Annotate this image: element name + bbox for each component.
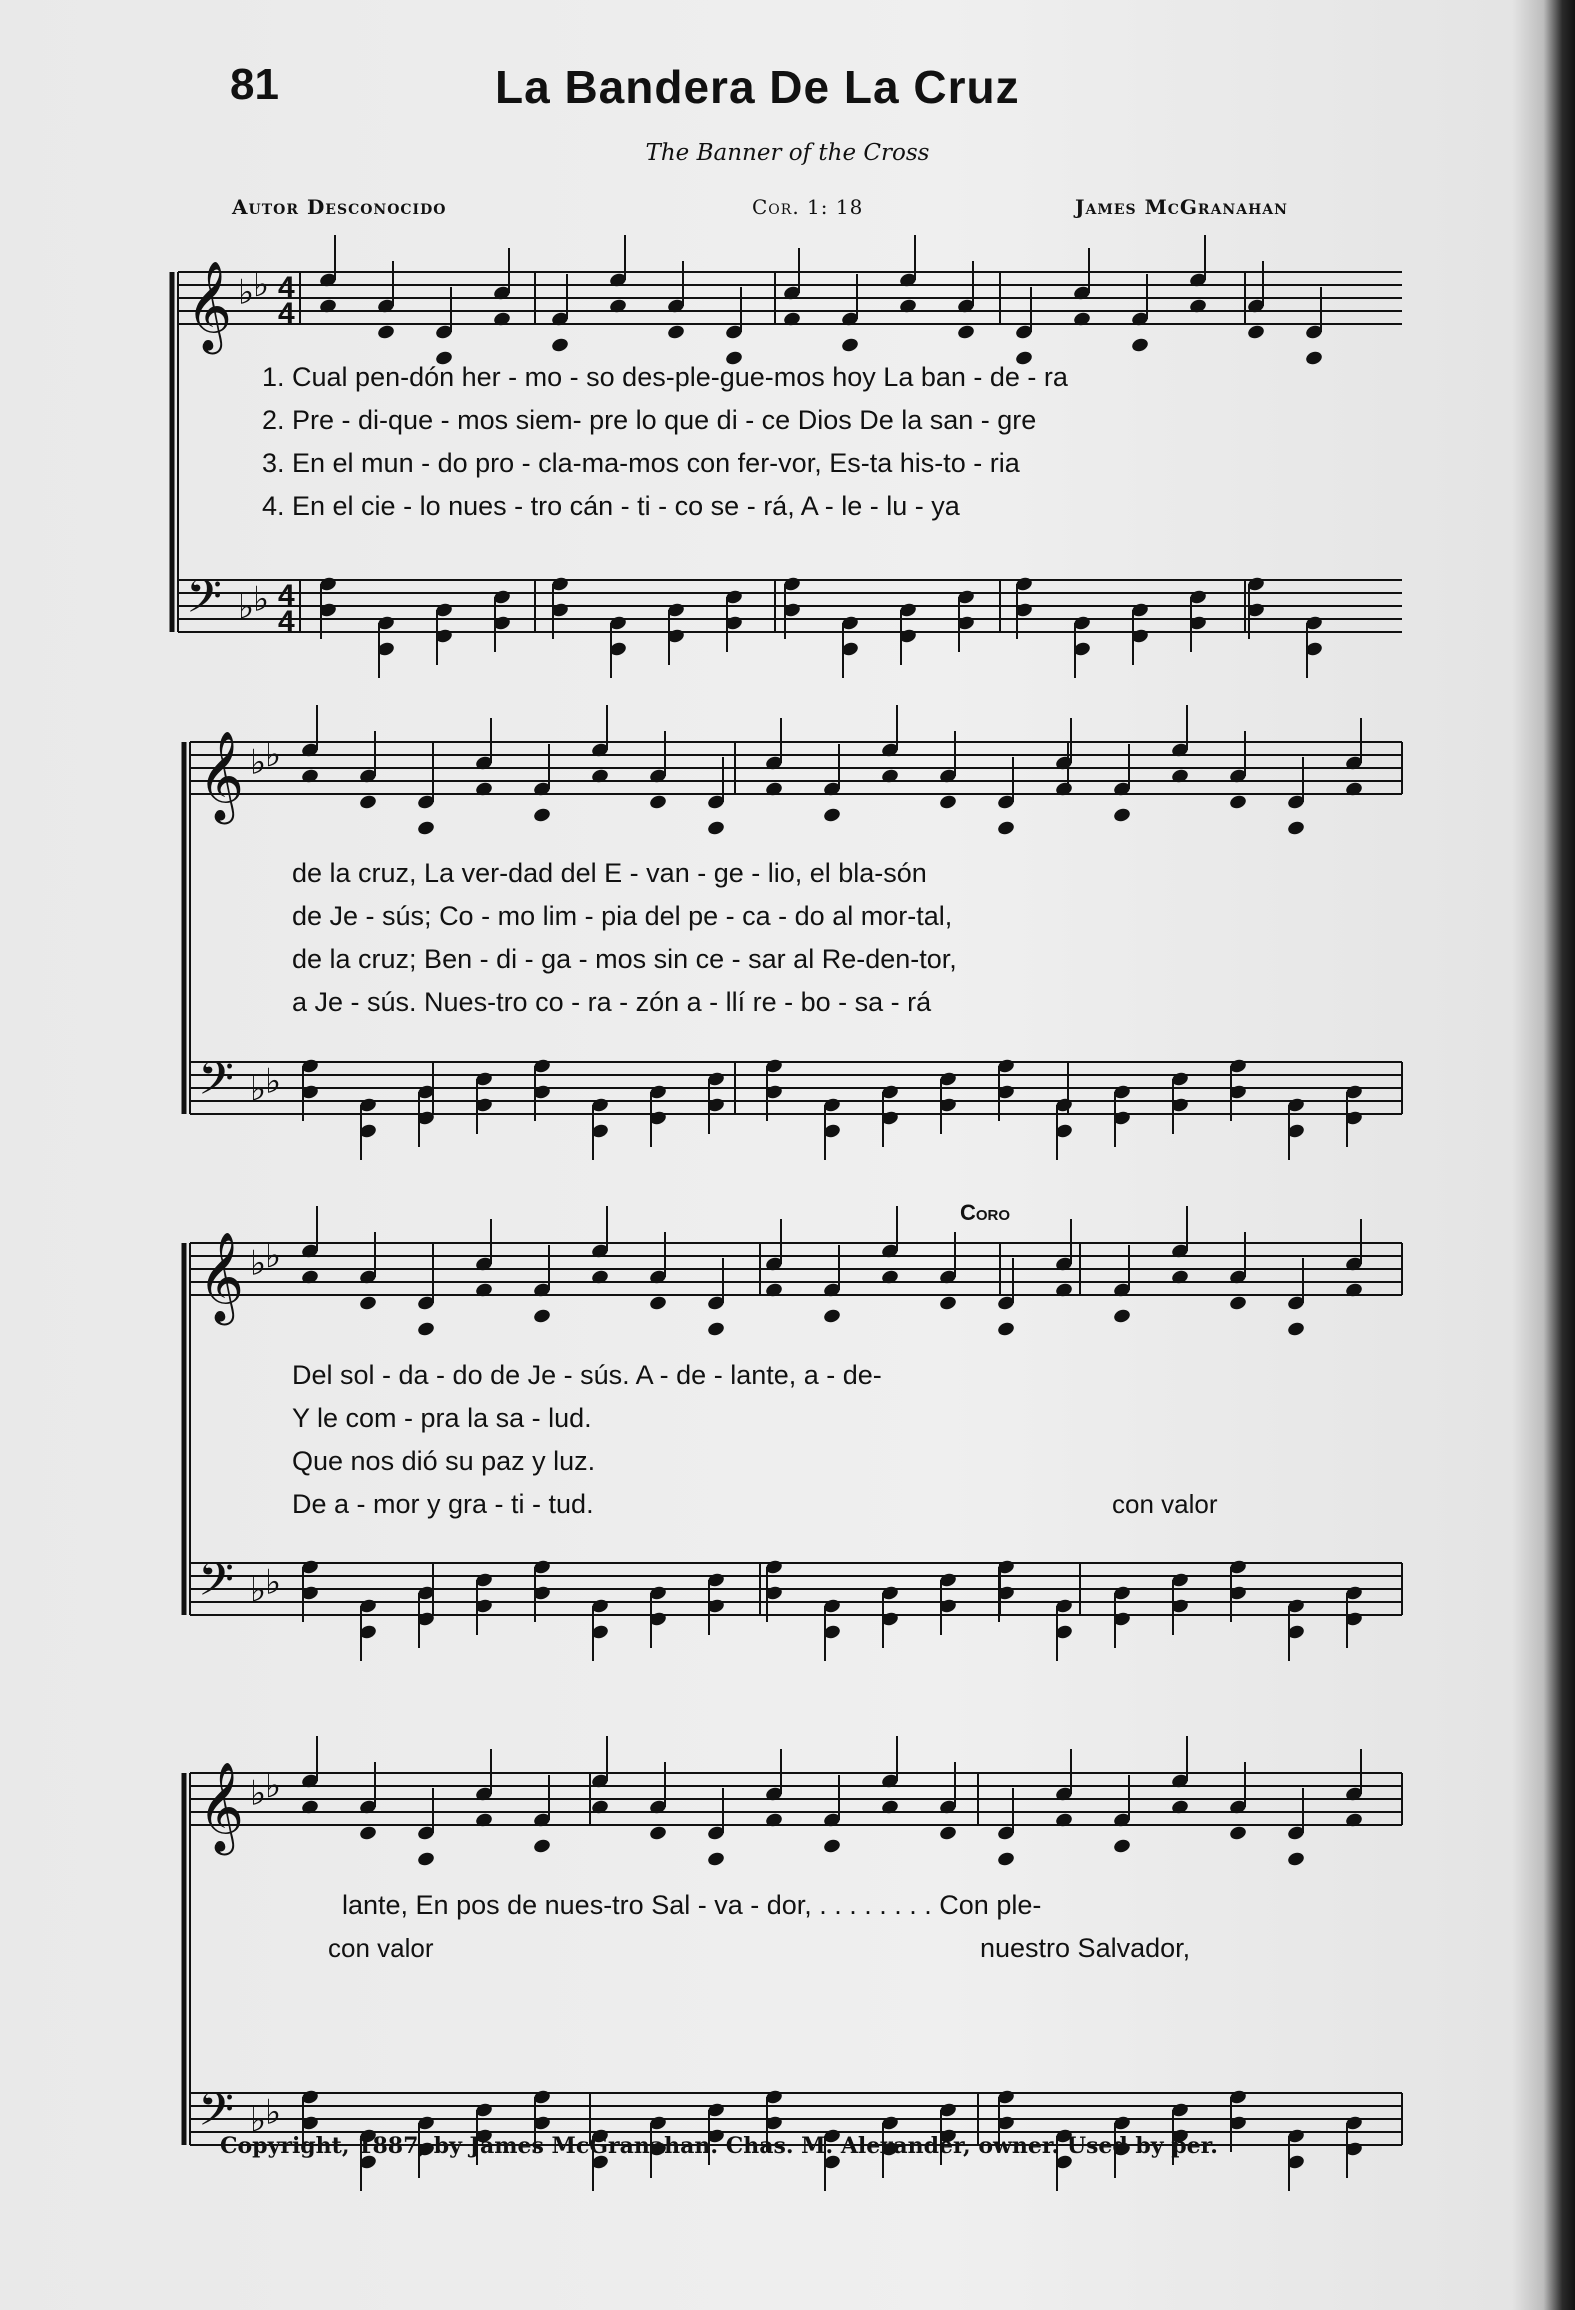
hymn-subtitle: The Banner of the Cross bbox=[645, 140, 930, 166]
notehead bbox=[706, 820, 725, 837]
chorus-echo-line: nuestro Salvador, bbox=[980, 1933, 1191, 1963]
notehead bbox=[822, 1308, 841, 1325]
chorus-line: lante, En pos de nues-tro Sal - va - dor, . . . . . . . . Con ple- bbox=[342, 1890, 1042, 1920]
verse-4-line: De a - mor y gra - ti - tud. bbox=[292, 1489, 594, 1519]
scripture-reference: Cor. 1: 18 bbox=[752, 195, 864, 219]
notehead bbox=[1130, 337, 1149, 354]
flat-icon: ♭ bbox=[265, 1766, 282, 1806]
hymn-number: 81 bbox=[230, 60, 279, 109]
notehead bbox=[822, 807, 841, 824]
notehead bbox=[648, 1295, 667, 1312]
notehead bbox=[840, 337, 859, 354]
flat-icon: ♭ bbox=[265, 735, 282, 775]
notehead bbox=[706, 1851, 725, 1868]
notehead bbox=[532, 1838, 551, 1855]
notehead bbox=[532, 1308, 551, 1325]
flat-icon: ♭ bbox=[250, 742, 267, 783]
time-signature: 4 bbox=[278, 579, 295, 612]
notehead bbox=[416, 820, 435, 837]
chorus-label: Coro bbox=[960, 1200, 1011, 1225]
notehead bbox=[996, 1851, 1015, 1868]
notehead bbox=[1112, 807, 1131, 824]
bass-clef-icon: 𝄢 bbox=[186, 570, 223, 635]
time-signature: 4 bbox=[278, 297, 295, 330]
verse-3-line: Que nos dió su paz y luz. bbox=[292, 1446, 596, 1476]
notehead bbox=[358, 794, 377, 811]
notehead bbox=[376, 324, 395, 341]
notehead bbox=[358, 1825, 377, 1842]
verse-3-line: de la cruz; Ben - di - ga - mos sin ce - sar al Re-den-tor, bbox=[292, 944, 957, 974]
expression-marking: con valor bbox=[328, 1933, 434, 1963]
notehead bbox=[938, 794, 957, 811]
notehead bbox=[1304, 350, 1323, 367]
hymn-title: La Bandera De La Cruz bbox=[495, 61, 1020, 113]
notehead bbox=[550, 337, 569, 354]
notehead bbox=[1286, 820, 1305, 837]
expression-marking: con valor bbox=[1112, 1489, 1218, 1519]
flat-icon: ♭ bbox=[265, 1061, 282, 1102]
notehead bbox=[996, 1321, 1015, 1338]
bass-clef-icon: 𝄢 bbox=[198, 1052, 235, 1117]
notehead bbox=[1112, 1308, 1131, 1325]
notehead bbox=[1228, 1825, 1247, 1842]
notehead bbox=[1286, 1851, 1305, 1868]
notehead bbox=[996, 820, 1015, 837]
flat-icon: ♭ bbox=[265, 1236, 282, 1276]
flat-icon: ♭ bbox=[238, 272, 255, 313]
notehead bbox=[1286, 1321, 1305, 1338]
notehead bbox=[416, 1321, 435, 1338]
flat-icon: ♭ bbox=[238, 587, 255, 627]
verse-4-line: a Je - sús. Nues-tro co - ra - zón a - llí re - bo - sa - rá bbox=[292, 987, 932, 1017]
bass-clef-icon: 𝄢 bbox=[198, 2083, 235, 2148]
verse-2-line: Y le com - pra la sa - lud. bbox=[292, 1403, 592, 1433]
flat-icon: ♭ bbox=[250, 1570, 267, 1610]
notehead bbox=[706, 1321, 725, 1338]
verse-1-line: 1. Cual pen-dón her - mo - so des-ple-gue-mos hoy La ban - de - ra bbox=[262, 362, 1068, 392]
verse-1-line: de la cruz, La ver-dad del E - van - ge - lio, el bla-són bbox=[292, 858, 927, 888]
copyright-notice: Copyright, 1887, by James McGranahan. Chas. M. Alexander, owner. Used by per. bbox=[220, 2133, 1218, 2159]
notehead bbox=[1112, 1838, 1131, 1855]
treble-clef-icon: 𝄞 bbox=[198, 731, 245, 821]
verse-4-line: 4. En el cie - lo nues - tro cán - ti - co se - rá, A - le - lu - ya bbox=[262, 491, 960, 521]
time-signature: 4 bbox=[278, 605, 295, 638]
notehead bbox=[358, 1295, 377, 1312]
treble-clef-icon: 𝄞 bbox=[186, 261, 233, 351]
notehead bbox=[822, 1838, 841, 1855]
notehead bbox=[1228, 794, 1247, 811]
notehead bbox=[956, 324, 975, 341]
flat-icon: ♭ bbox=[250, 1069, 267, 1109]
author-credit: Autor Desconocido bbox=[232, 195, 447, 219]
notehead bbox=[938, 1825, 957, 1842]
verse-2-line: 2. Pre - di-que - mos siem- pre lo que di - ce Dios De la san - gre bbox=[262, 405, 1037, 435]
time-signature: 4 bbox=[278, 271, 295, 304]
flat-icon: ♭ bbox=[253, 265, 270, 305]
notehead bbox=[938, 1295, 957, 1312]
notehead bbox=[532, 807, 551, 824]
flat-icon: ♭ bbox=[250, 2100, 267, 2140]
notehead bbox=[1246, 324, 1265, 341]
verse-1-line: Del sol - da - do de Je - sús. A - de - lante, a - de- bbox=[292, 1360, 882, 1390]
flat-icon: ♭ bbox=[253, 579, 270, 620]
flat-icon: ♭ bbox=[250, 1243, 267, 1284]
notehead bbox=[648, 1825, 667, 1842]
verse-3-line: 3. En el mun - do pro - cla-ma-mos con fer-vor, Es-ta his-to - ria bbox=[262, 448, 1020, 478]
notehead bbox=[1228, 1295, 1247, 1312]
flat-icon: ♭ bbox=[265, 2092, 282, 2133]
composer-credit: James McGranahan bbox=[1075, 195, 1288, 219]
treble-clef-icon: 𝄞 bbox=[198, 1762, 245, 1852]
flat-icon: ♭ bbox=[265, 1562, 282, 1603]
notehead bbox=[666, 324, 685, 341]
treble-clef-icon: 𝄞 bbox=[198, 1232, 245, 1322]
notehead bbox=[416, 1851, 435, 1868]
flat-icon: ♭ bbox=[250, 1773, 267, 1814]
bass-clef-icon: 𝄢 bbox=[198, 1553, 235, 1618]
verse-2-line: de Je - sús; Co - mo lim - pia del pe - ca - do al mor-tal, bbox=[292, 901, 953, 931]
notehead bbox=[648, 794, 667, 811]
